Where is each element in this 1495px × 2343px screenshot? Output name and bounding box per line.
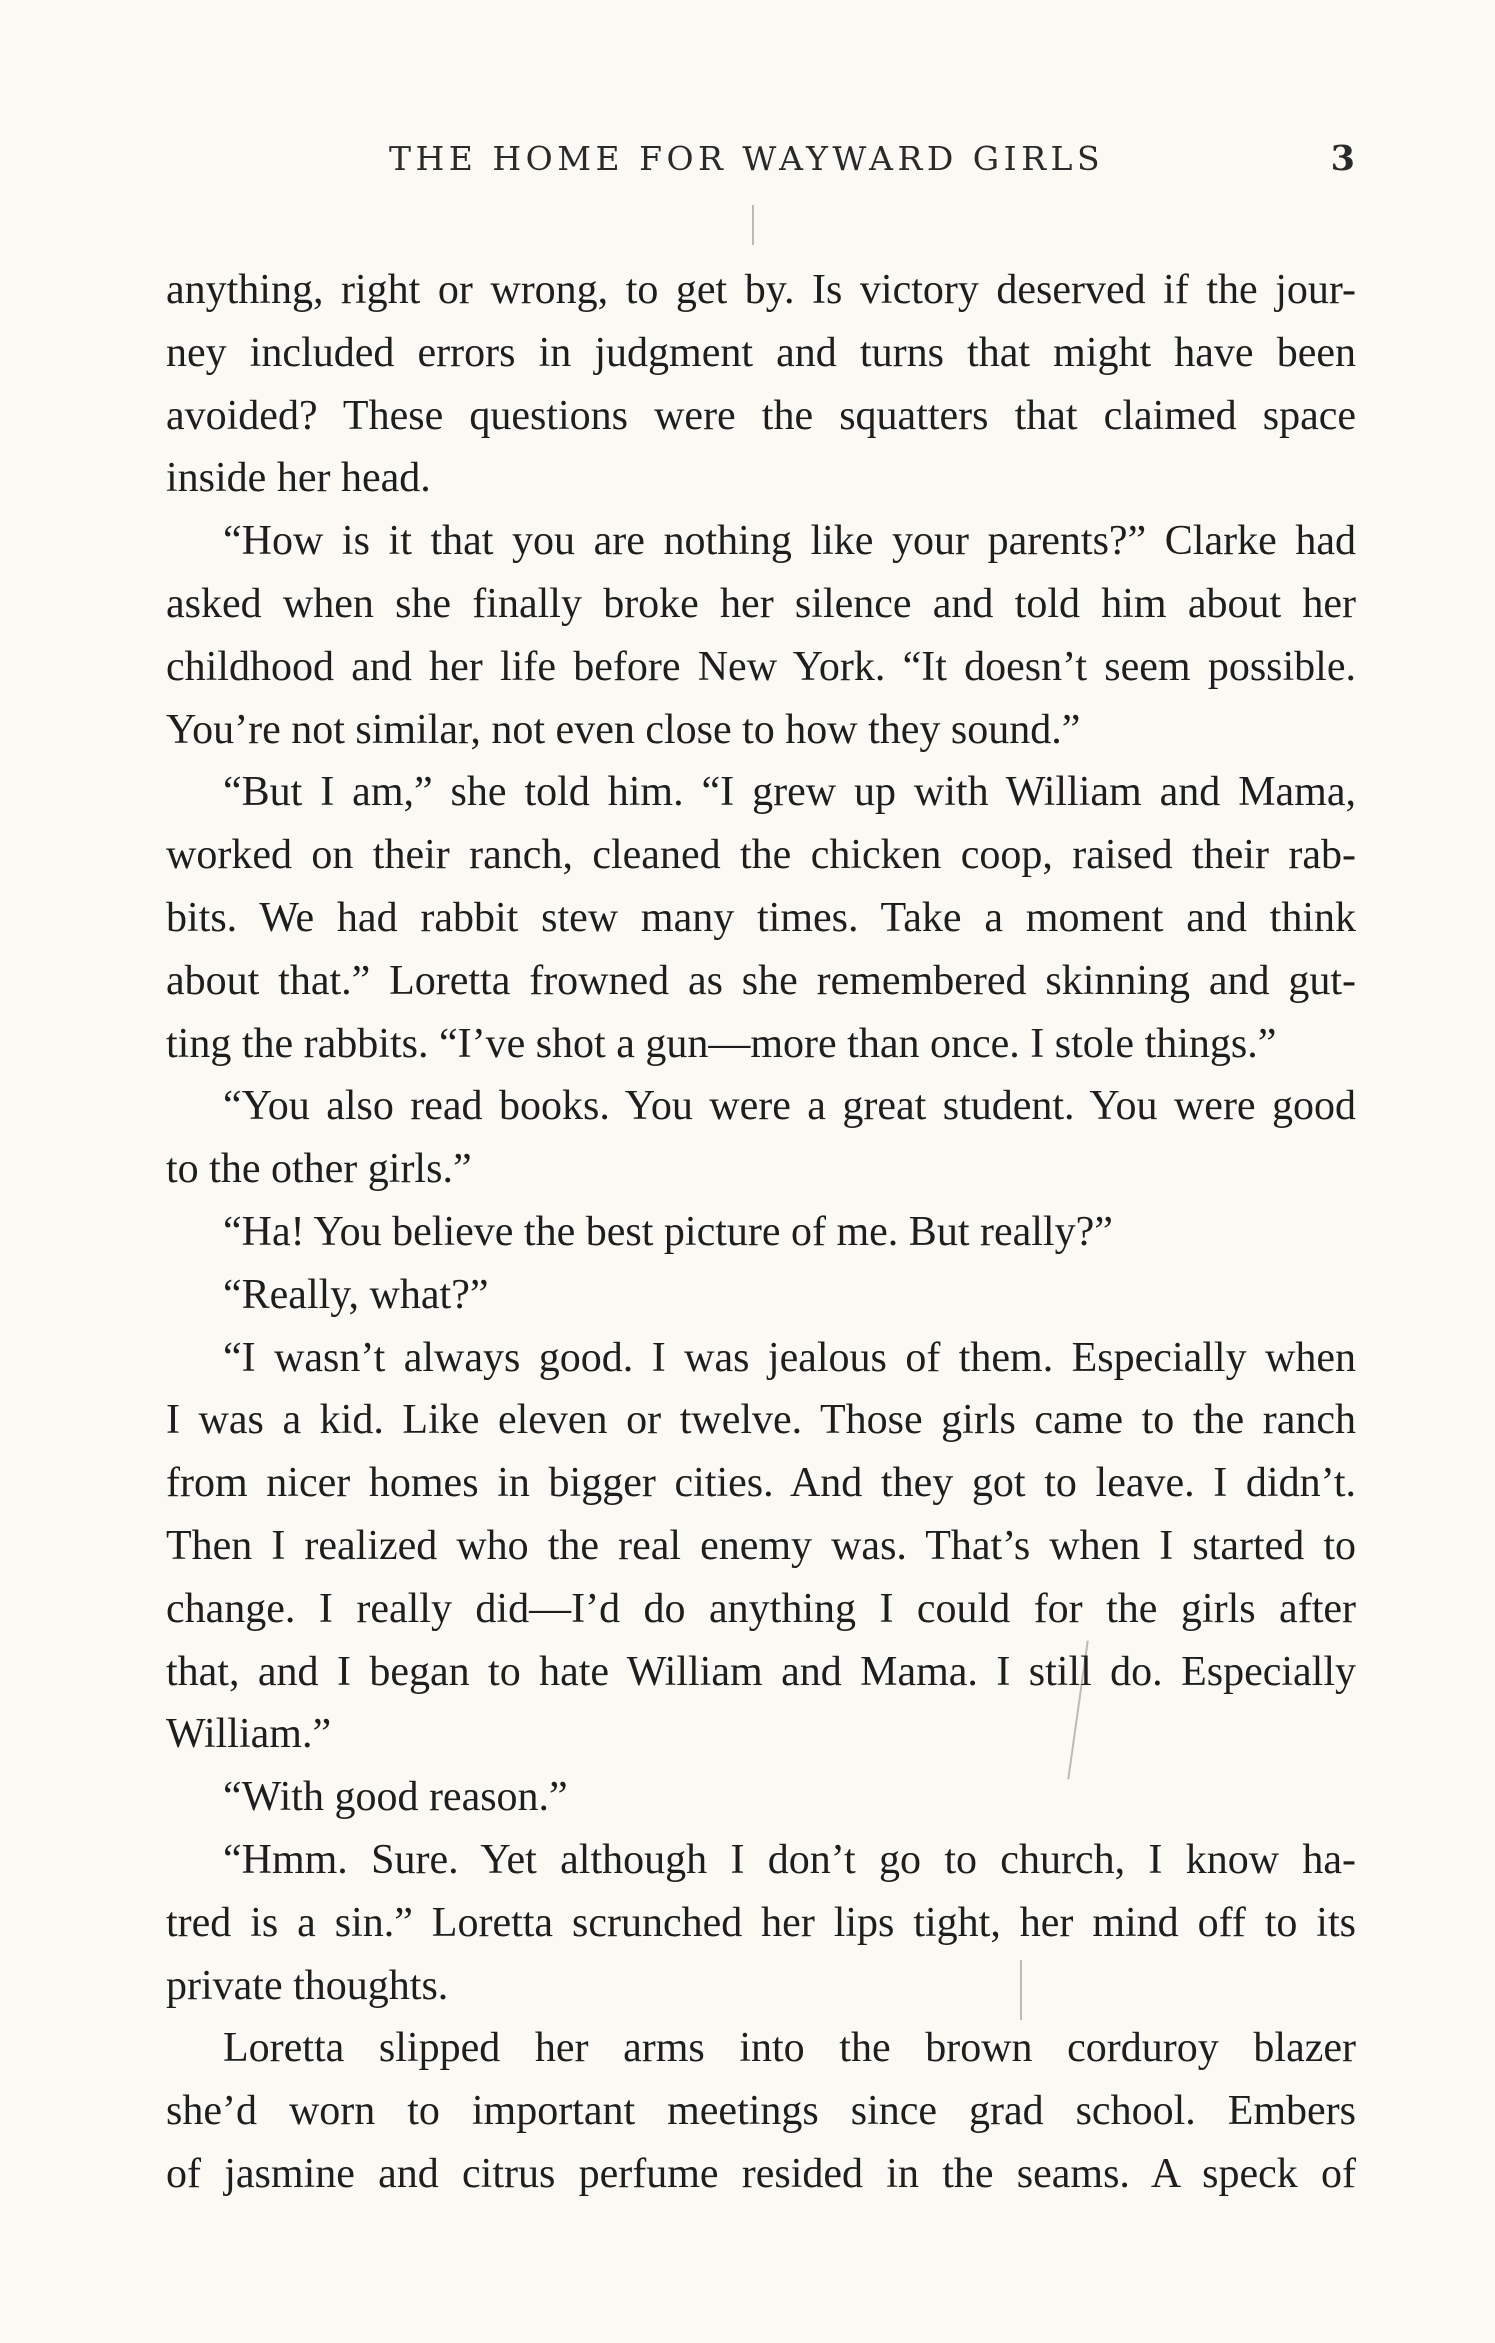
paragraph (166, 1201, 1356, 1264)
text-line: You’re not similar, not even close to how they sound.” (166, 706, 1081, 753)
text-line: asked when she finally broke her silence and told him about her (166, 580, 1356, 627)
text-line: of jasmine and citrus perfume resided in the seams. A speck of (166, 2150, 1356, 2197)
paragraph (166, 1766, 1356, 1829)
paragraph (166, 1075, 1356, 1201)
text-line: “Really, what?” (223, 1271, 489, 1318)
text-line: she’d worn to important meetings since grad school. Embers (166, 2088, 1356, 2135)
text-line: “With good reason.” (223, 1774, 568, 1821)
text-line: “Ha! You believe the best picture of me. But really?” (223, 1208, 1113, 1255)
text-line: ting the rabbits. “I’ve shot a gun—more than once. I stole things.” (166, 1020, 1277, 1067)
text-line: William.” (166, 1711, 332, 1758)
page-number: 3 (1330, 138, 1355, 179)
text-line: worked on their ranch, cleaned the chicken coop, raised their rab- (166, 832, 1356, 879)
text-line: “How is it that you are nothing like your parents?” Clarke had (223, 518, 1356, 565)
text-line: “Hmm. Sure. Yet although I don’t go to church, I know ha- (223, 1836, 1356, 1883)
paragraph (166, 2017, 1356, 2205)
scan-mark (752, 205, 754, 245)
text-line: childhood and her life before New York. “It doesn’t seem possible. (166, 643, 1356, 690)
text-line: Loretta slipped her arms into the brown corduroy blazer (223, 2025, 1356, 2072)
text-line: about that.” Loretta frowned as she remembered skinning and gut- (166, 957, 1356, 1004)
body-text (166, 259, 1356, 2206)
text-line: to the other girls.” (166, 1146, 472, 1193)
text-line: bits. We had rabbit stew many times. Take a moment and think (166, 894, 1356, 941)
text-line: “I wasn’t always good. I was jealous of them. Especially when (223, 1334, 1356, 1381)
text-line: from nicer homes in bigger cities. And they got to leave. I didn’t. (166, 1460, 1356, 1507)
text-line: change. I really did—I’d do anything I could for the girls after (166, 1585, 1356, 1632)
paragraph (166, 1264, 1356, 1327)
text-line: avoided? These questions were the squatters that claimed space (166, 392, 1356, 439)
paragraph (166, 1327, 1356, 1767)
running-header (165, 134, 1355, 184)
text-line: inside her head. (166, 455, 431, 502)
paragraph (166, 259, 1356, 510)
text-line: I was a kid. Like eleven or twelve. Those girls came to the ranch (166, 1397, 1356, 1444)
paragraph (166, 1829, 1356, 2017)
text-line: private thoughts. (166, 1962, 449, 2009)
text-line: Then I realized who the real enemy was. That’s when I started to (166, 1522, 1356, 1569)
text-line: tred is a sin.” Loretta scrunched her lips tight, her mind off to its (166, 1899, 1356, 1946)
text-line: “You also read books. You were a great student. You were good (223, 1083, 1356, 1130)
running-title: THE HOME FOR WAYWARD GIRLS (389, 139, 1105, 178)
text-line: anything, right or wrong, to get by. Is victory deserved if the jour- (166, 267, 1356, 313)
paragraph (166, 510, 1356, 761)
text-line: ney included errors in judgment and turns that might have been (166, 329, 1356, 376)
text-line: that, and I began to hate William and Mama. I still do. Especially (166, 1648, 1356, 1695)
text-line: “But I am,” she told him. “I grew up with William and Mama, (223, 769, 1356, 816)
paragraph (166, 761, 1356, 1075)
